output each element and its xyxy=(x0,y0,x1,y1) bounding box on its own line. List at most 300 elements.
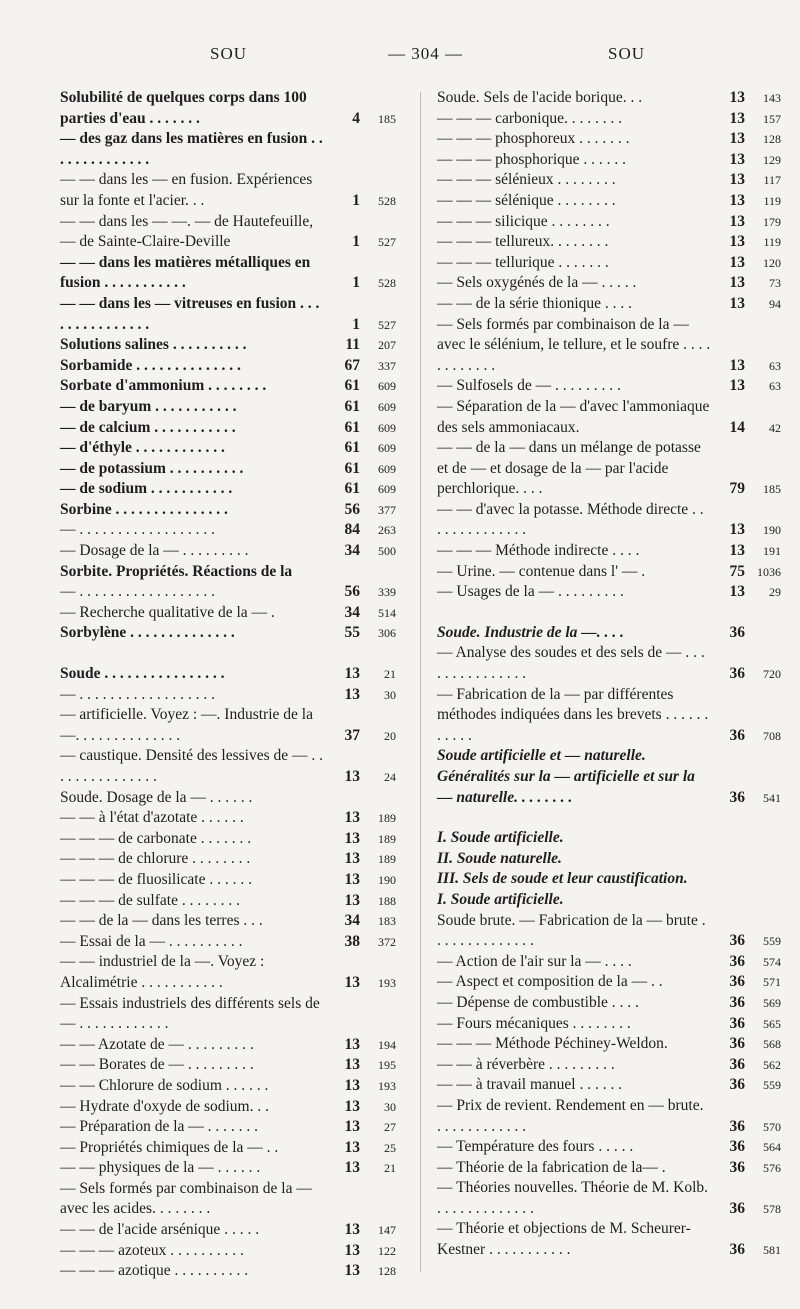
entry-text: Solubilité de quelques corps dans 100 parties d'eau . . . . . . . xyxy=(60,89,307,127)
index-entry xyxy=(60,664,396,685)
index-entry xyxy=(60,438,396,459)
entry-volume: 13 xyxy=(729,274,745,292)
index-entry xyxy=(437,129,781,150)
entry-page: 1036 xyxy=(757,564,781,579)
index-entry xyxy=(60,212,396,253)
entry-volume: 61 xyxy=(344,439,360,457)
entry-volume: 13 xyxy=(344,973,360,991)
entry-page: 570 xyxy=(763,1119,781,1134)
entry-volume: 36 xyxy=(729,1035,745,1053)
index-entry xyxy=(60,1035,396,1056)
entry-page: 195 xyxy=(378,1058,396,1073)
index-entry xyxy=(437,582,781,603)
entry-volume: 36 xyxy=(729,1138,745,1156)
entry-volume: 36 xyxy=(729,1055,745,1073)
entry-page: 609 xyxy=(378,379,396,394)
entry-page: 528 xyxy=(378,276,396,291)
index-entry xyxy=(437,438,781,500)
entry-spacer xyxy=(60,644,396,664)
entry-text: — Essai de la — . . . . . . . . . . xyxy=(60,932,243,950)
index-entry xyxy=(437,500,781,541)
entry-text: Sorbylène . . . . . . . . . . . . . . xyxy=(60,624,235,642)
index-entry xyxy=(60,1241,396,1262)
entry-page: 194 xyxy=(378,1037,396,1052)
index-entry xyxy=(60,932,396,953)
entry-page: 720 xyxy=(763,667,781,682)
entry-volume: 36 xyxy=(729,952,745,970)
entry-text: III. Sels de soude et leur caustification. xyxy=(437,870,688,888)
index-entry xyxy=(437,541,781,562)
entry-volume: 36 xyxy=(729,973,745,991)
entry-text: Soude. Industrie de la —. . . . xyxy=(437,623,624,641)
entry-text: — Fabrication de la — par différentes méthodes indiquées dans les brevets . . . . . . . . . . . xyxy=(437,685,709,744)
entry-volume: 13 xyxy=(344,1056,360,1074)
entry-page: 193 xyxy=(378,975,396,990)
entry-text: — Séparation de la — d'avec l'ammoniaque des sels ammoniacaux. xyxy=(437,397,710,436)
entry-text: — — dans les — en fusion. Expériences sur la fonte et l'acier. . . xyxy=(60,171,313,209)
header-left: SOU xyxy=(210,44,248,63)
entry-text: — — dans les — —. — de Hautefeuille, — de Sainte-Claire-Deville xyxy=(60,212,314,251)
entry-text: — — — silicique . . . . . . . . xyxy=(437,212,610,230)
entry-page: 188 xyxy=(378,893,396,908)
entry-text: — Aspect et composition de la — . . xyxy=(437,973,663,991)
entry-page: 128 xyxy=(378,1264,396,1279)
entry-text: — de calcium . . . . . . . . . . . xyxy=(60,418,236,436)
entry-text: — Sulfosels de — . . . . . . . . . xyxy=(437,377,621,395)
index-entry xyxy=(437,376,781,397)
index-entry xyxy=(60,253,396,294)
entry-spacer xyxy=(437,808,781,828)
index-entry xyxy=(437,993,781,1014)
entry-page: 574 xyxy=(763,954,781,969)
index-entry xyxy=(60,500,396,521)
entry-text: — — — de carbonate . . . . . . . xyxy=(60,829,252,847)
entry-volume: 13 xyxy=(729,191,745,209)
index-entry xyxy=(60,335,396,356)
index-entry xyxy=(437,150,781,171)
entry-text: — — à travail manuel . . . . . . xyxy=(437,1076,623,1094)
entry-volume: 61 xyxy=(344,459,360,477)
right-index-column xyxy=(437,88,781,1261)
index-entry xyxy=(437,253,781,274)
entry-page: 25 xyxy=(384,1140,396,1155)
entry-text: — Préparation de la — . . . . . . . xyxy=(60,1118,259,1136)
entry-volume: 13 xyxy=(344,1076,360,1094)
entry-volume: 13 xyxy=(729,212,745,230)
entry-page: 120 xyxy=(763,255,781,270)
entry-volume: 13 xyxy=(344,665,360,683)
entry-page: 263 xyxy=(378,523,396,538)
entry-page: 609 xyxy=(378,461,396,476)
index-entry xyxy=(60,294,396,335)
left-index-column xyxy=(60,88,396,1282)
entry-page: 27 xyxy=(384,1120,396,1135)
entry-volume: 13 xyxy=(729,89,745,106)
entry-volume: 36 xyxy=(729,1014,745,1032)
index-entry xyxy=(60,1055,396,1076)
entry-volume: 13 xyxy=(729,150,745,168)
entry-volume: 79 xyxy=(729,480,745,498)
entry-text: Sorbine . . . . . . . . . . . . . . . xyxy=(60,500,228,518)
entry-page: 565 xyxy=(763,1016,781,1031)
entry-volume: 61 xyxy=(344,377,360,395)
entry-volume: 55 xyxy=(344,624,360,642)
entry-text: — . . . . . . . . . . . . . . . . . . xyxy=(60,685,215,703)
entry-volume: 36 xyxy=(729,1076,745,1094)
entry-page: 541 xyxy=(763,790,781,805)
entry-text: — — — sélénieux . . . . . . . . xyxy=(437,171,616,189)
index-entry xyxy=(437,643,781,684)
entry-volume: 13 xyxy=(729,583,745,601)
index-entry xyxy=(60,479,396,500)
entry-text: — — — tellureux. . . . . . . . xyxy=(437,233,609,251)
index-entry xyxy=(437,972,781,993)
entry-text: — Température des fours . . . . . xyxy=(437,1138,634,1156)
entry-volume: 36 xyxy=(729,665,745,683)
entry-page: 564 xyxy=(763,1140,781,1155)
index-entry xyxy=(60,891,396,912)
index-entry xyxy=(437,623,781,644)
entry-page: 147 xyxy=(378,1223,396,1238)
index-entry xyxy=(60,746,396,787)
index-entry xyxy=(437,170,781,191)
entry-volume: 56 xyxy=(344,583,360,601)
index-entry xyxy=(437,828,781,849)
entry-text: — — de la — dans les terres . . . xyxy=(60,912,263,930)
entry-volume: 13 xyxy=(729,542,745,560)
entry-text: — Théorie de la fabrication de la— . xyxy=(437,1158,666,1176)
entry-volume: 34 xyxy=(344,542,360,560)
entry-text: — — industriel de la —. Voyez : Alcalimétrie . . . . . . . . . . . xyxy=(60,953,265,991)
entry-page: 578 xyxy=(763,1201,781,1216)
index-entry xyxy=(60,397,396,418)
entry-text: — — Borates de — . . . . . . . . . xyxy=(60,1056,254,1074)
index-entry xyxy=(437,1137,781,1158)
entry-text: I. Soude artificielle. xyxy=(437,890,564,908)
index-entry xyxy=(437,212,781,233)
index-entry xyxy=(437,685,781,747)
entry-page: 207 xyxy=(378,338,396,353)
entry-text: — de potassium . . . . . . . . . . xyxy=(60,459,244,477)
entry-text: — caustique. Densité des lessives de — . . . . . . . . . . . . . . . xyxy=(60,747,324,785)
index-entry xyxy=(437,1178,781,1219)
entry-text: — Action de l'air sur la — . . . . xyxy=(437,952,632,970)
entry-text: — — Azotate de — . . . . . . . . . xyxy=(60,1035,254,1053)
index-entry xyxy=(437,191,781,212)
index-entry xyxy=(60,994,396,1035)
entry-volume: 1 xyxy=(352,233,360,251)
entry-text: — — — carbonique. . . . . . . . xyxy=(437,109,623,127)
entry-page: 185 xyxy=(763,482,781,497)
entry-volume: 36 xyxy=(729,623,745,641)
entry-page: 581 xyxy=(763,1243,781,1258)
entry-text: — — dans les matières métalliques en fusion . . . . . . . . . . . xyxy=(60,253,311,292)
entry-page: 609 xyxy=(378,441,396,456)
entry-page: 306 xyxy=(378,626,396,641)
entry-text: I. Soude artificielle. xyxy=(437,829,564,847)
entry-text: — — de la — dans un mélange de potasse et de — et dosage de la — par l'acide perchlorique. . . . xyxy=(437,439,701,498)
entry-text: — artificielle. Voyez : —. Industrie de la —. . . . . . . . . . . . . . xyxy=(60,706,313,744)
entry-text: — Théorie et objections de M. Scheurer-Kestner . . . . . . . . . . . xyxy=(437,1220,691,1259)
entry-text: — — — phosphoreux . . . . . . . xyxy=(437,130,630,148)
index-entry xyxy=(60,849,396,870)
entry-text: — d'éthyle . . . . . . . . . . . . xyxy=(60,439,225,457)
column-divider xyxy=(420,92,421,1272)
entry-text: Soude brute. — Fabrication de la — brute . . . . . . . . . . . . . . xyxy=(437,911,706,950)
index-entry xyxy=(437,232,781,253)
entry-text: — Sels oxygénés de la — . . . . . xyxy=(437,274,637,292)
entry-volume: 75 xyxy=(729,562,745,580)
entry-text: — — — Méthode Péchiney-Weldon. xyxy=(437,1035,668,1053)
entry-page: 571 xyxy=(763,975,781,990)
entry-volume: 13 xyxy=(729,171,745,189)
entry-text: — Dosage de la — . . . . . . . . . xyxy=(60,542,249,560)
entry-text: — — — azotique . . . . . . . . . . xyxy=(60,1262,249,1280)
entry-volume: 13 xyxy=(344,685,360,703)
entry-text: — — — sélénique . . . . . . . . xyxy=(437,191,616,209)
entry-page: 708 xyxy=(763,728,781,743)
entry-text: — Essais industriels des différents sels de — . . . . . . . . . . . . xyxy=(60,994,320,1033)
entry-volume: 61 xyxy=(344,480,360,498)
entry-volume: 56 xyxy=(344,500,360,518)
entry-volume: 1 xyxy=(352,315,360,333)
entry-spacer xyxy=(437,603,781,623)
entry-page: 30 xyxy=(384,1099,396,1114)
index-entry xyxy=(60,685,396,706)
entry-page: 42 xyxy=(769,420,781,435)
entry-text: — Propriétés chimiques de la — . . xyxy=(60,1138,279,1156)
entry-page: 24 xyxy=(384,770,396,784)
index-entry xyxy=(437,88,781,109)
entry-page: 29 xyxy=(769,585,781,600)
entry-text: — — — azoteux . . . . . . . . . . xyxy=(60,1241,244,1259)
entry-volume: 14 xyxy=(729,418,745,436)
entry-volume: 36 xyxy=(729,726,745,744)
entry-text: — — — de chlorure . . . . . . . . xyxy=(60,850,251,868)
entry-page: 143 xyxy=(763,91,781,105)
entry-page: 157 xyxy=(763,111,781,126)
entry-volume: 13 xyxy=(729,109,745,127)
entry-volume: 13 xyxy=(729,233,745,251)
page-number: — 304 — xyxy=(388,44,463,63)
entry-page: 189 xyxy=(378,811,396,826)
entry-volume: 1 xyxy=(352,191,360,209)
entry-volume: 37 xyxy=(344,726,360,744)
entry-volume: 13 xyxy=(344,829,360,847)
entry-page: 193 xyxy=(378,1078,396,1093)
entry-volume: 13 xyxy=(344,1221,360,1239)
entry-volume: 36 xyxy=(729,1117,745,1135)
entry-volume: 4 xyxy=(352,109,360,127)
entry-text: — — — phosphorique . . . . . . xyxy=(437,150,627,168)
entry-page: 568 xyxy=(763,1037,781,1052)
entry-page: 559 xyxy=(763,934,781,949)
entry-volume: 34 xyxy=(344,912,360,930)
entry-text: — Théories nouvelles. Théorie de M. Kolb. . . . . . . . . . . . . . xyxy=(437,1179,709,1217)
index-entry xyxy=(60,808,396,829)
entry-page: 191 xyxy=(763,544,781,559)
header-right: SOU xyxy=(608,44,646,63)
entry-volume: 13 xyxy=(344,1159,360,1177)
index-entry xyxy=(60,603,396,624)
entry-page: 514 xyxy=(378,605,396,620)
entry-volume: 13 xyxy=(729,294,745,312)
index-entry xyxy=(437,1158,781,1179)
entry-text: — Sels formés par combinaison de la — avec les acides. . . . . . . . xyxy=(60,1179,312,1218)
index-entry xyxy=(437,315,781,377)
entry-page: 190 xyxy=(378,872,396,887)
index-entry xyxy=(60,829,396,850)
entry-text: — de baryum . . . . . . . . . . . xyxy=(60,397,237,415)
entry-page: 117 xyxy=(763,173,781,188)
index-entry xyxy=(60,1179,396,1220)
entry-text: — Analyse des soudes et des sels de — . . . . . . . . . . . . . . . xyxy=(437,644,705,683)
entry-text: Solutions salines . . . . . . . . . . xyxy=(60,336,247,354)
entry-text: — — Chlorure de sodium . . . . . . xyxy=(60,1076,269,1094)
index-entry xyxy=(60,1220,396,1241)
entry-text: — Recherche qualitative de la — . xyxy=(60,603,275,621)
entry-page: 30 xyxy=(384,687,396,702)
entry-page: 119 xyxy=(763,193,781,208)
entry-text: — Urine. — contenue dans l' — . xyxy=(437,562,646,580)
entry-text: — — physiques de la — . . . . . . xyxy=(60,1159,261,1177)
entry-text: — Sels formés par combinaison de la — avec le sélénium, le tellure, et le soufre . . . . . . . . . . . . xyxy=(437,315,711,374)
index-entry xyxy=(437,1055,781,1076)
entry-volume: 36 xyxy=(729,1199,745,1217)
index-entry xyxy=(437,849,781,870)
index-entry xyxy=(60,376,396,397)
entry-text: II. Soude naturelle. xyxy=(437,849,562,867)
entry-page: 179 xyxy=(763,214,781,229)
entry-text: — Hydrate d'oxyde de sodium. . . xyxy=(60,1097,269,1115)
entry-page: 527 xyxy=(378,235,396,250)
index-entry xyxy=(60,129,396,170)
entry-page: 73 xyxy=(769,276,781,291)
entry-volume: 38 xyxy=(344,932,360,950)
entry-text: — Dépense de combustible . . . . xyxy=(437,993,639,1011)
entry-page: 609 xyxy=(378,482,396,497)
entry-page: 63 xyxy=(769,358,781,373)
entry-text: — . . . . . . . . . . . . . . . . . . xyxy=(60,521,215,539)
index-entry xyxy=(60,541,396,562)
entry-page: 185 xyxy=(378,111,396,126)
entry-text: — . . . . . . . . . . . . . . . . . . xyxy=(60,583,215,601)
index-entry xyxy=(437,1034,781,1055)
entry-page: 576 xyxy=(763,1160,781,1175)
index-entry xyxy=(60,952,396,993)
entry-volume: 13 xyxy=(344,891,360,909)
entry-volume: 13 xyxy=(344,768,360,785)
index-entry xyxy=(60,1117,396,1138)
entry-volume: 13 xyxy=(344,850,360,868)
index-entry xyxy=(60,788,396,809)
index-entry xyxy=(437,294,781,315)
index-entry xyxy=(60,562,396,583)
entry-page: 21 xyxy=(384,1161,396,1176)
entry-volume: 36 xyxy=(729,1158,745,1176)
entry-text: — — — de fluosilicate . . . . . . xyxy=(60,870,252,888)
entry-volume: 13 xyxy=(344,1138,360,1156)
entry-volume: 13 xyxy=(344,1097,360,1115)
entry-text: Soude. Dosage de la — . . . . . . xyxy=(60,788,253,806)
entry-text: — — — tellurique . . . . . . . xyxy=(437,253,609,271)
entry-text: Soude. Sels de l'acide borique. . . xyxy=(437,89,643,106)
entry-page: 129 xyxy=(763,152,781,167)
entry-text: — — — de sulfate . . . . . . . . xyxy=(60,891,240,909)
entry-text: Soude . . . . . . . . . . . . . . . . xyxy=(60,665,225,683)
entry-page: 500 xyxy=(378,544,396,559)
entry-volume: 61 xyxy=(344,397,360,415)
entry-page: 337 xyxy=(378,358,396,373)
entry-volume: 1 xyxy=(352,274,360,292)
entry-page: 119 xyxy=(763,235,781,250)
entry-volume: 11 xyxy=(345,336,360,354)
index-entry xyxy=(60,582,396,603)
page-header xyxy=(0,44,800,74)
entry-volume: 84 xyxy=(344,521,360,539)
entry-volume: 13 xyxy=(344,1118,360,1136)
index-entry xyxy=(437,869,781,890)
entry-volume: 13 xyxy=(344,1262,360,1280)
entry-text: Sorbate d'ammonium . . . . . . . . xyxy=(60,377,267,395)
entry-text: — Fours mécaniques . . . . . . . . xyxy=(437,1014,631,1032)
index-entry xyxy=(437,273,781,294)
entry-volume: 13 xyxy=(344,809,360,827)
entry-text: — — — Méthode indirecte . . . . xyxy=(437,542,640,560)
index-entry xyxy=(437,397,781,438)
index-entry xyxy=(60,1158,396,1179)
entry-volume: 13 xyxy=(344,1241,360,1259)
index-entry xyxy=(60,1076,396,1097)
entry-page: 339 xyxy=(378,585,396,600)
entry-text: Soude artificielle et — naturelle. Généralités sur la — artificielle et sur la — naturelle. . . . . . . . xyxy=(437,747,695,806)
index-entry xyxy=(437,746,781,808)
entry-volume: 13 xyxy=(729,521,745,539)
entry-page: 183 xyxy=(378,914,396,929)
index-entry xyxy=(60,170,396,211)
entry-text: — de sodium . . . . . . . . . . . xyxy=(60,480,233,498)
entry-text: Sorbite. Propriétés. Réactions de la xyxy=(60,562,293,580)
index-entry xyxy=(437,1219,781,1260)
entry-volume: 13 xyxy=(729,356,745,374)
entry-page: 609 xyxy=(378,420,396,435)
entry-volume: 36 xyxy=(729,788,745,806)
entry-page: 189 xyxy=(378,852,396,867)
entry-volume: 13 xyxy=(729,377,745,395)
index-entry xyxy=(437,952,781,973)
entry-page: 528 xyxy=(378,193,396,208)
entry-text: — — d'avec la potasse. Méthode directe . . . . . . . . . . . . . . xyxy=(437,500,704,539)
index-entry xyxy=(60,870,396,891)
index-entry xyxy=(60,1138,396,1159)
entry-text: — des gaz dans les matières en fusion . . . . . . . . . . . . . . xyxy=(60,130,323,168)
entry-page: 377 xyxy=(378,502,396,517)
index-entry xyxy=(60,911,396,932)
entry-text: — — de l'acide arsénique . . . . . xyxy=(60,1221,260,1239)
entry-text: — Usages de la — . . . . . . . . . xyxy=(437,583,624,601)
entry-volume: 61 xyxy=(344,418,360,436)
entry-volume: 67 xyxy=(344,356,360,374)
entry-text: — Prix de revient. Rendement en — brute. . . . . . . . . . . . . xyxy=(437,1096,704,1135)
index-entry xyxy=(437,1096,781,1137)
entry-page: 63 xyxy=(769,379,781,394)
entry-text: — — à réverbère . . . . . . . . . xyxy=(437,1055,615,1073)
index-entry xyxy=(437,109,781,130)
index-entry xyxy=(60,1097,396,1118)
entry-text: — — dans les — vitreuses en fusion . . . . . . . . . . . . . . . xyxy=(60,294,320,333)
entry-volume: 13 xyxy=(344,1035,360,1053)
index-entry xyxy=(60,459,396,480)
